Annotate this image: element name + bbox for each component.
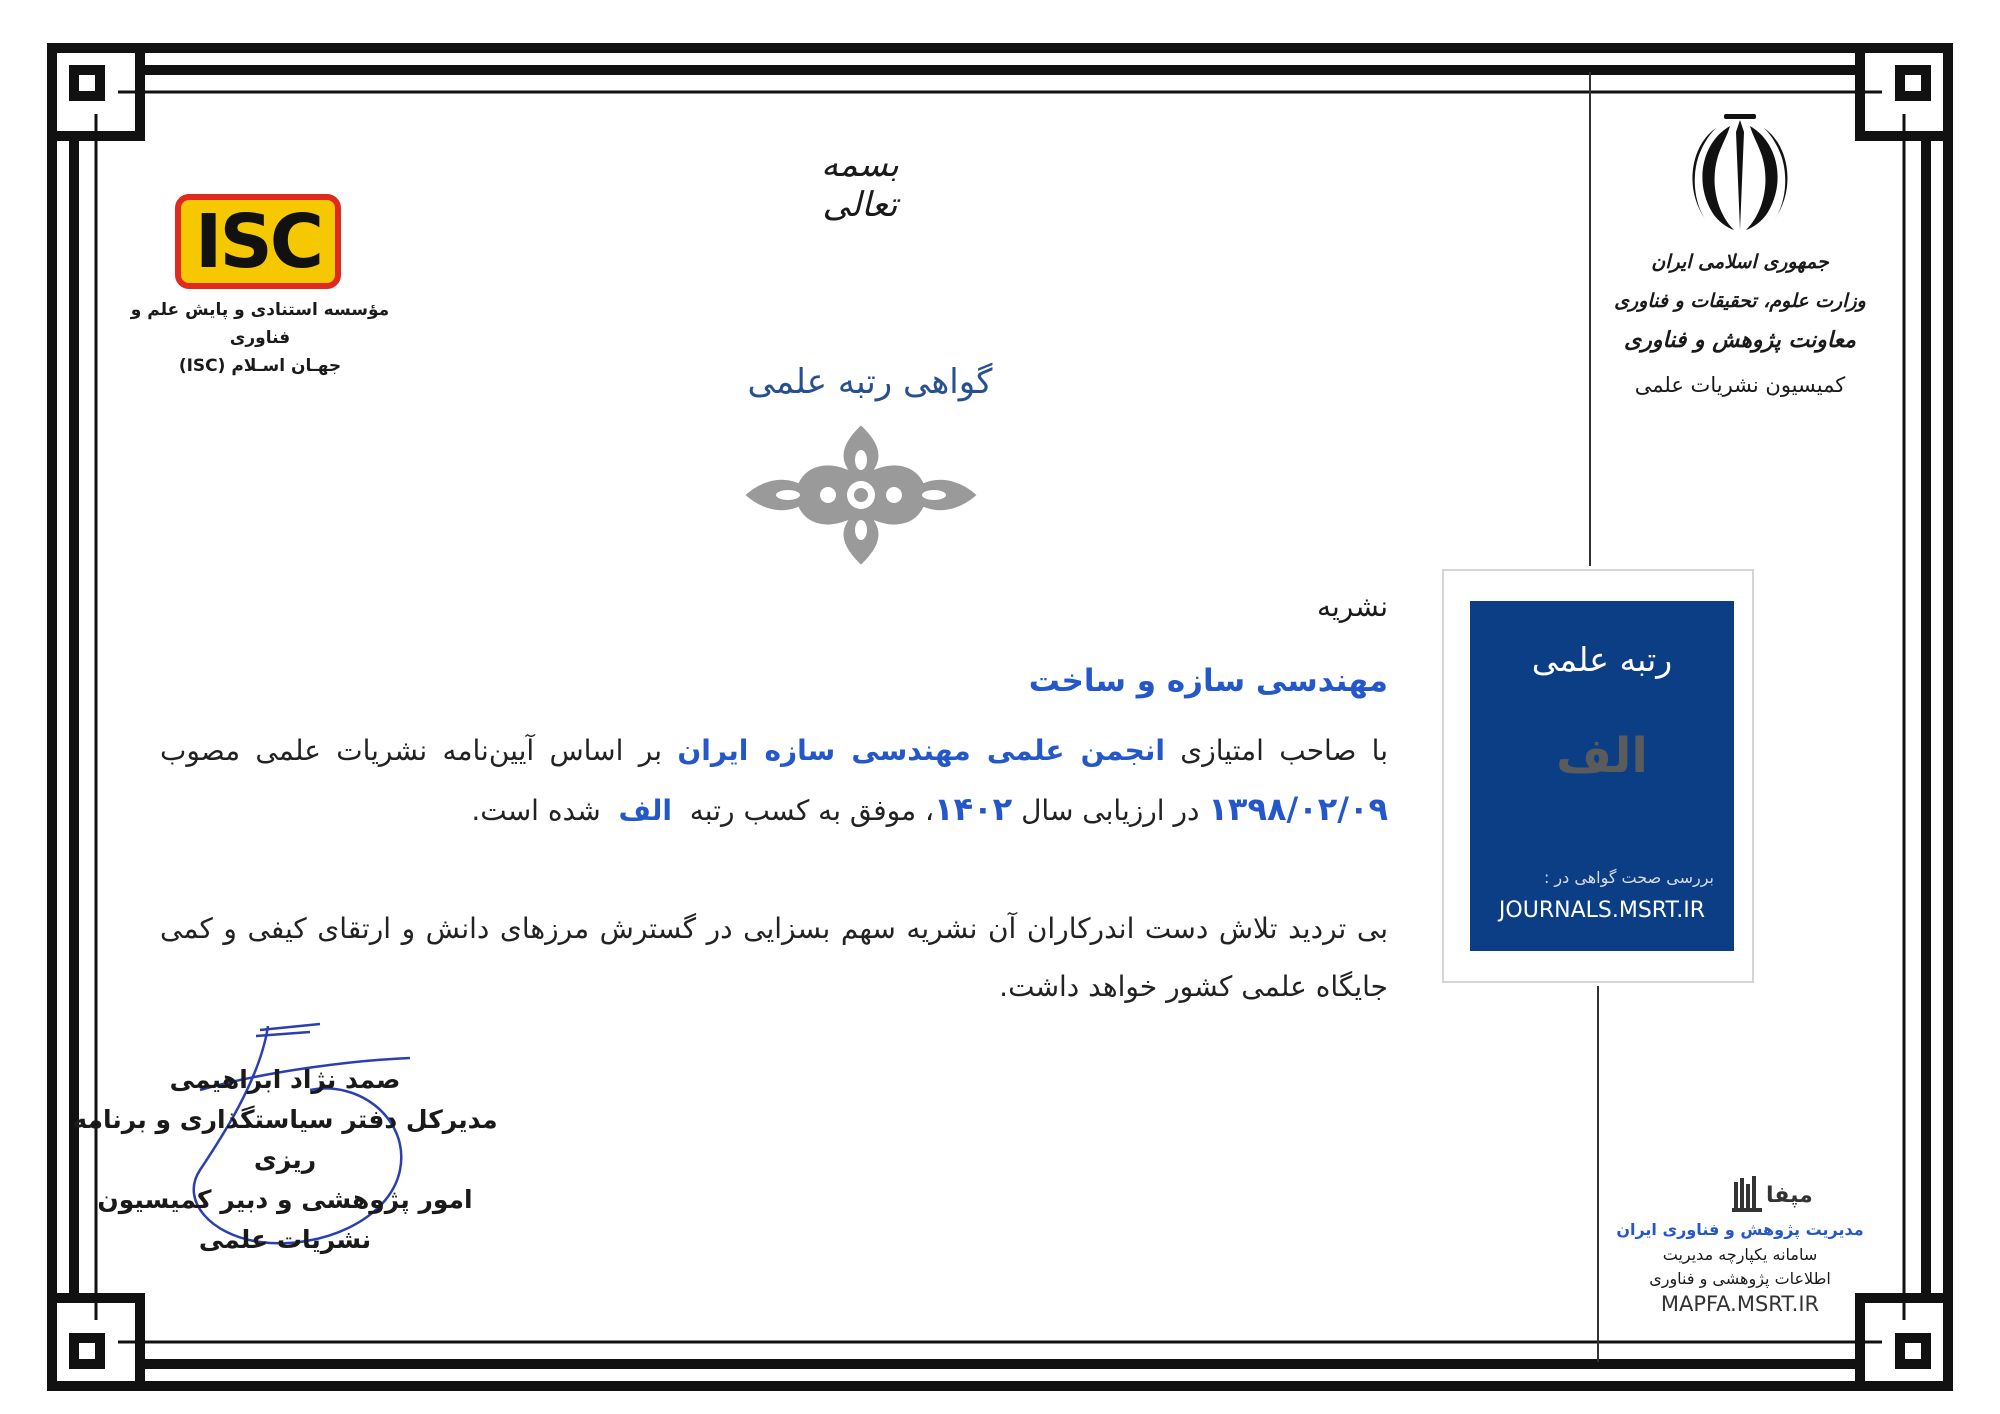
para1-a: با صاحب امتیازی xyxy=(1180,734,1389,767)
grade-heading: رتبه علمی xyxy=(1531,640,1673,679)
isc-logo-text: ISC xyxy=(194,198,322,285)
ministry-line1: جمهوری اسلامی ایران xyxy=(1651,251,1829,273)
ministry-caption xyxy=(1600,243,1880,360)
approval-date: ۱۳۹۸/۰۲/۰۹ xyxy=(1208,790,1388,828)
license-owner: انجمن علمی مهندسی سازه ایران xyxy=(677,734,1165,767)
para1-d: ، موفق به کسب رتبه xyxy=(689,794,935,827)
mapfa-url-link[interactable]: MAPFA.MSRT.IR xyxy=(1660,1292,1820,1316)
verify-label: بررسی صحت گواهی در : xyxy=(1543,868,1714,887)
signatory-title-line3: نشریات علمی xyxy=(198,1225,372,1254)
ministry-line3: معاونت پژوهش و فناوری xyxy=(1624,327,1856,353)
grade-value: الف xyxy=(1556,728,1648,784)
signatory-title-line2: امور پژوهشی و دبیر کمیسیون xyxy=(97,1185,473,1214)
isc-caption-line1: مؤسسه استنادی و پایش علم و فناوری xyxy=(130,300,390,348)
mapfa-logo-icon xyxy=(1730,1172,1820,1214)
isc-logo xyxy=(175,194,341,289)
verify-url-link[interactable]: JOURNALS.MSRT.IR xyxy=(1498,898,1706,923)
mapfa-description xyxy=(1610,1243,1870,1291)
journal-name: مهندسی سازه و ساخت xyxy=(1028,663,1388,699)
isc-caption-line2: جهـان اسـلام (ISC) xyxy=(178,356,342,376)
signatory-block xyxy=(40,1060,530,1260)
certificate-title: گواهی رتبه علمی xyxy=(747,362,993,402)
para1-b: بر اساس آیین‌نامه نشریات علمی مصوب xyxy=(160,734,662,767)
para1-e: شده است. xyxy=(471,794,601,827)
mapfa-desc-line1: سامانه یکپارچه مدیریت xyxy=(1662,1245,1818,1264)
mapfa-title: مدیریت پژوهش و فناوری ایران xyxy=(1616,1220,1864,1239)
arabesque-ornament-icon xyxy=(738,420,984,570)
commission-label: کمیسیون نشریات علمی xyxy=(1634,373,1846,397)
para1-c: در ارزیابی سال xyxy=(1021,794,1200,827)
mapfa-desc-line2: اطلاعات پژوهشی و فناوری xyxy=(1649,1269,1831,1288)
evaluation-year: ۱۴۰۲ xyxy=(934,790,1013,828)
isc-caption xyxy=(110,296,410,380)
closing-paragraph: بی تردید تلاش دست اندرکاران آن نشریه سهم بسزایی در گسترش مرزهای دانش و ارتقای کیفی و کمی جایگاه علمی کشور خواهد داشت. xyxy=(160,912,1388,1003)
signatory-name: صمد نژاد ابراهیمی xyxy=(169,1065,401,1094)
certificate-paragraph xyxy=(160,722,1388,840)
publication-label: نشریه xyxy=(1316,590,1388,623)
grade-text: الف xyxy=(618,794,672,827)
ministry-line2: وزارت علوم، تحقیقات و فناوری xyxy=(1614,290,1866,312)
signatory-title-line1: مدیرکل دفتر سیاستگذاری و برنامه ریزی xyxy=(72,1105,498,1174)
bismillah-heading: بسمه تعالی xyxy=(821,145,899,225)
iran-emblem-icon xyxy=(1680,112,1800,242)
mapfa-logo-text: مپفا xyxy=(1766,1183,1813,1208)
